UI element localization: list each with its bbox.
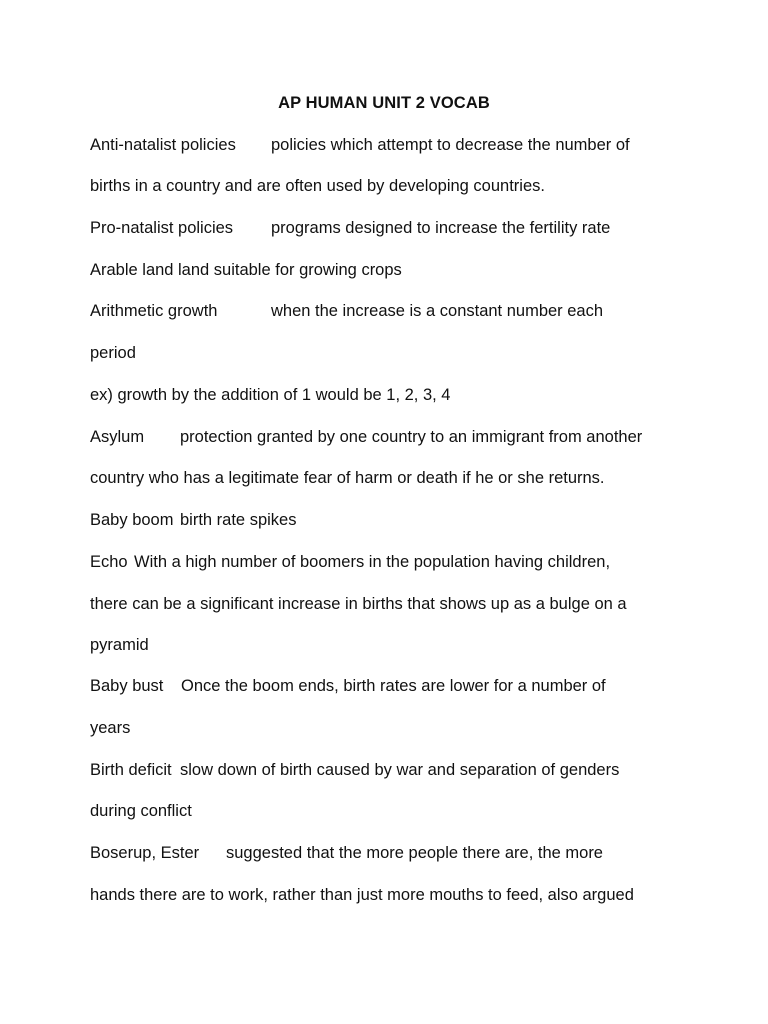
vocab-definition: during conflict — [90, 802, 192, 820]
vocab-line — [90, 843, 603, 863]
vocab-term: Baby bust — [90, 677, 164, 695]
vocab-term: Asylum — [90, 428, 145, 446]
vocab-line — [90, 301, 603, 321]
vocab-line — [90, 552, 610, 572]
vocab-definition: programs designed to increase the fertility rate — [271, 219, 611, 237]
vocab-definition: land suitable for growing crops — [178, 261, 402, 279]
vocab-line — [90, 676, 606, 696]
vocab-line — [90, 468, 605, 488]
vocab-definition: suggested that the more people there are, the more — [226, 844, 603, 862]
vocab-term: Boserup, Ester — [90, 844, 200, 862]
vocab-definition: years — [90, 719, 131, 737]
vocab-line — [90, 260, 402, 280]
vocab-line — [90, 885, 634, 905]
vocab-term: Echo — [90, 553, 128, 571]
vocab-definition: slow down of birth caused by war and separation of genders — [180, 761, 620, 779]
vocab-definition: protection granted by one country to an immigrant from another — [180, 428, 643, 446]
vocab-line — [90, 343, 136, 363]
vocab-line — [90, 385, 450, 405]
vocab-line — [90, 510, 296, 530]
vocab-line — [90, 635, 149, 655]
vocab-line — [90, 218, 610, 238]
vocab-definition: period — [90, 344, 136, 362]
vocab-definition: With a high number of boomers in the population having children, — [134, 553, 611, 571]
vocab-definition: policies which attempt to decrease the number of — [271, 136, 630, 154]
vocab-line — [90, 176, 545, 196]
vocab-term: Arable land — [90, 261, 174, 279]
vocab-definition: country who has a legitimate fear of harm or death if he or she returns. — [90, 469, 605, 487]
vocab-term: Birth deficit — [90, 761, 172, 779]
vocab-definition: births in a country and are often used by developing countries. — [90, 177, 545, 195]
vocab-definition: Once the boom ends, birth rates are lower for a number of — [181, 677, 606, 695]
vocab-line — [90, 760, 619, 780]
vocab-definition: birth rate spikes — [180, 511, 297, 529]
vocab-line — [90, 594, 627, 614]
document-title: AP HUMAN UNIT 2 VOCAB — [278, 94, 490, 112]
vocab-definition: pyramid — [90, 636, 149, 654]
vocab-line — [90, 427, 642, 447]
vocab-line — [90, 135, 630, 155]
vocab-term: Pro-natalist policies — [90, 219, 234, 237]
vocab-term: Anti-natalist policies — [90, 136, 236, 154]
vocab-definition: hands there are to work, rather than just more mouths to feed, also argued — [90, 886, 634, 904]
vocab-term: Baby boom — [90, 511, 174, 529]
vocab-definition: ex) growth by the addition of 1 would be 1, 2, 3, 4 — [90, 386, 451, 404]
vocab-definition: there can be a significant increase in births that shows up as a bulge on a — [90, 595, 627, 613]
vocab-definition: when the increase is a constant number each — [271, 302, 604, 320]
vocab-term: Arithmetic growth — [90, 302, 218, 320]
vocab-line — [90, 718, 130, 738]
vocab-line — [90, 801, 192, 821]
